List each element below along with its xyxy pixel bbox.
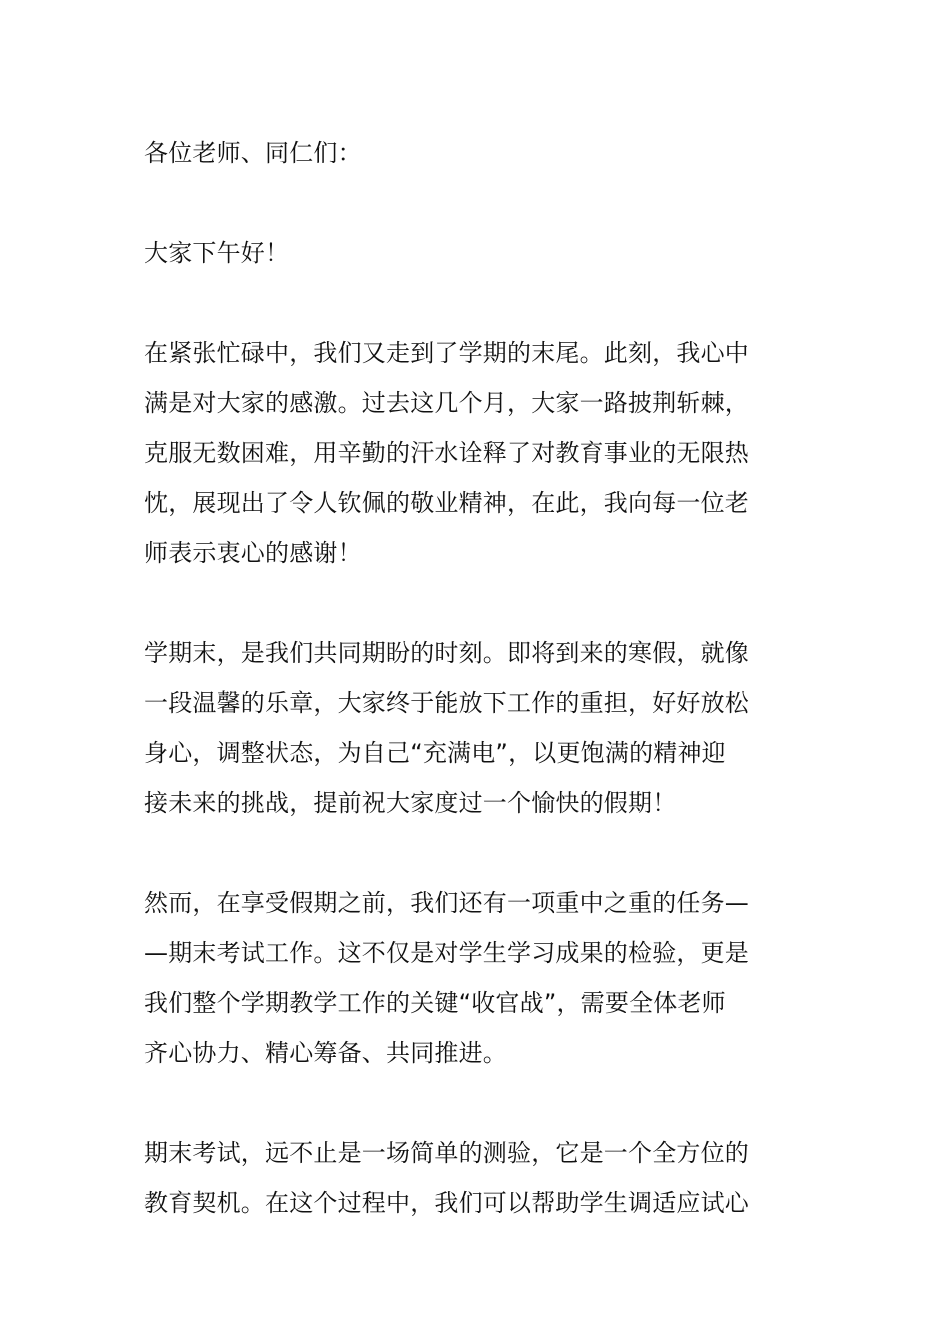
- paragraph-exam-meaning: [144, 1128, 808, 1228]
- text-line: 齐心协力、精心筹备、共同推进。: [144, 1039, 507, 1067]
- paragraph-salutation: [144, 128, 808, 178]
- text-line: 克服无数困难，用辛勤的汗水诠释了对教育事业的无限热: [144, 439, 749, 467]
- paragraph-holiday: [144, 628, 808, 828]
- paragraph-exam-task: [144, 878, 808, 1078]
- text-line: —期末考试工作。这不仅是对学生学习成果的检验，更是: [144, 939, 749, 967]
- text-line: 大家下午好！: [144, 239, 290, 267]
- text-line: 教育契机。在这个过程中，我们可以帮助学生调适应试心: [144, 1189, 749, 1217]
- text-line: 各位老师、同仁们：: [144, 139, 362, 167]
- text-line: 在紧张忙碌中，我们又走到了学期的末尾。此刻，我心中: [144, 339, 749, 367]
- text-line: 身心，调整状态，为自己“充满电”，以更饱满的精神迎: [144, 739, 726, 767]
- paragraph-gratitude: [144, 328, 808, 578]
- text-line: 接未来的挑战，提前祝大家度过一个愉快的假期！: [144, 789, 677, 817]
- text-line: 然而，在享受假期之前，我们还有一项重中之重的任务—: [144, 889, 749, 917]
- paragraph-greeting: [144, 228, 808, 278]
- text-line: 我们整个学期教学工作的关键“收官战”，需要全体老师: [144, 989, 726, 1017]
- text-line: 一段温馨的乐章，大家终于能放下工作的重担，好好放松: [144, 689, 749, 717]
- text-line: 师表示衷心的感谢！: [144, 539, 362, 567]
- text-line: 学期末，是我们共同期盼的时刻。即将到来的寒假，就像: [144, 639, 749, 667]
- text-line: 忱，展现出了令人钦佩的敬业精神，在此，我向每一位老: [144, 489, 749, 517]
- text-line: 满是对大家的感激。过去这几个月，大家一路披荆斩棘，: [144, 389, 749, 417]
- document-body: [144, 128, 808, 1278]
- text-line: 期末考试，远不止是一场简单的测验，它是一个全方位的: [144, 1139, 749, 1167]
